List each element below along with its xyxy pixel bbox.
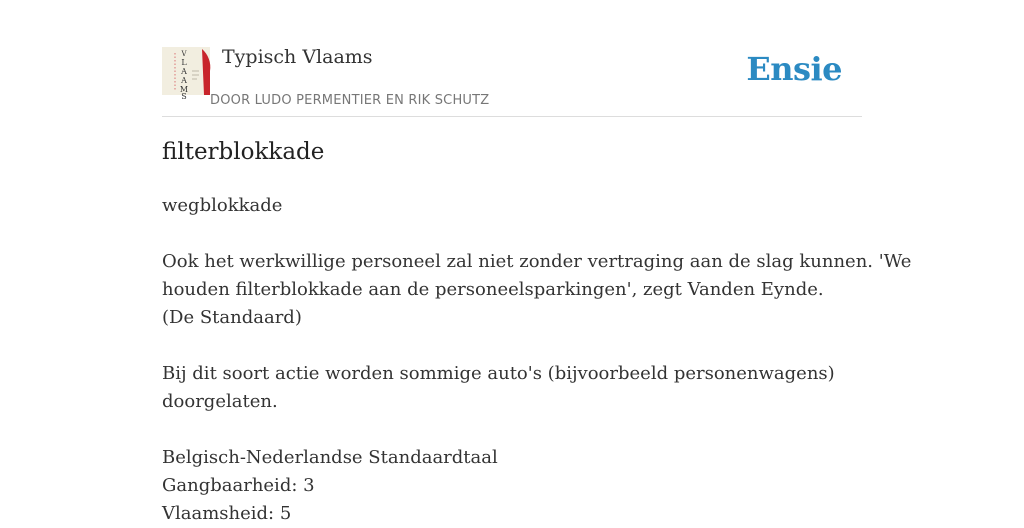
svg-text:V: V xyxy=(181,50,187,58)
definition-synonym: wegblokkade xyxy=(162,195,283,216)
entry-definition xyxy=(162,192,912,528)
entry-term: filterblokkade xyxy=(162,139,325,165)
paragraph-spacer xyxy=(162,220,867,248)
language-variety-label: Belgisch-Nederlandse Standaardtaal xyxy=(162,447,498,468)
example-quote-line: houden filterblokkade aan de personeelsparkingen', zegt Vanden Eynde. xyxy=(162,279,824,300)
svg-text:L: L xyxy=(181,58,187,67)
paragraph-spacer xyxy=(162,416,867,444)
paragraph-spacer xyxy=(162,332,867,360)
usage-note-line: Bij dit soort actie worden sommige auto's (bijvoorbeeld personenwagens) xyxy=(162,363,835,384)
entry-header xyxy=(162,44,862,117)
usage-note-line: doorgelaten. xyxy=(162,391,278,412)
svg-text:A: A xyxy=(181,67,187,76)
svg-text:S: S xyxy=(181,92,187,101)
example-source: (De Standaard) xyxy=(162,307,302,328)
dictionary-avatar[interactable] xyxy=(162,47,210,101)
vlaamsheid-rating: Vlaamsheid: 5 xyxy=(162,503,292,524)
dictionary-authors: DOOR LUDO PERMENTIER EN RIK SCHUTZ xyxy=(210,93,490,108)
vlaams-logo-icon xyxy=(162,47,210,101)
ensie-logo[interactable]: Ensie xyxy=(746,50,842,88)
svg-text:A: A xyxy=(181,76,187,85)
gangbaarheid-rating: Gangbaarheid: 3 xyxy=(162,475,315,496)
svg-text:M: M xyxy=(179,85,189,94)
dictionary-title[interactable]: Typisch Vlaams xyxy=(222,46,373,68)
example-quote-line: Ook het werkwillige personeel zal niet zonder vertraging aan de slag kunnen. 'We xyxy=(162,251,912,272)
